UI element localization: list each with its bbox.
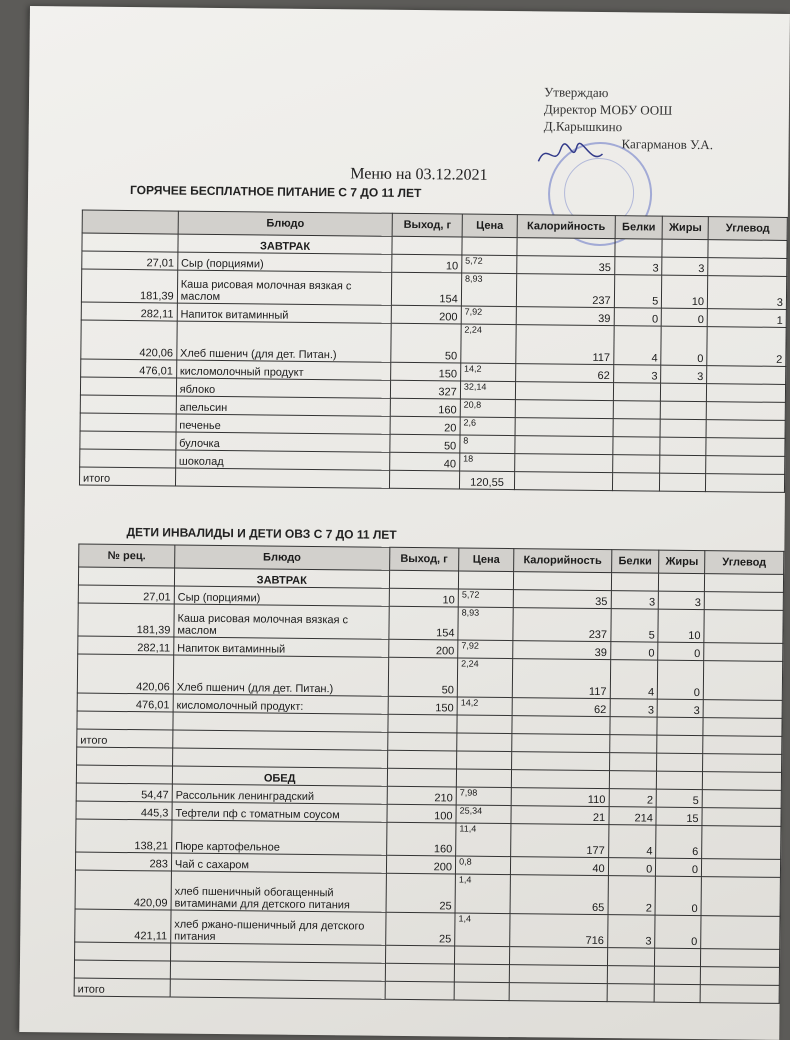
- fat: [660, 419, 706, 437]
- price: 8,93: [458, 607, 513, 641]
- price: 8: [460, 435, 516, 454]
- recipe-code: 420,09: [75, 870, 171, 910]
- price: 11,4: [456, 823, 511, 857]
- calories: [515, 436, 613, 455]
- recipe-code: 420,06: [77, 654, 173, 694]
- approval-line-2: Директор МОБУ ООШ: [543, 101, 673, 118]
- protein: 2: [609, 789, 657, 807]
- protein: 5: [611, 609, 659, 642]
- price: 8,93: [461, 273, 517, 307]
- price: 2,24: [461, 324, 517, 364]
- calories: [516, 382, 614, 401]
- output-grams: 10: [389, 588, 459, 607]
- dish-name: Каша рисовая молочная вязкая с маслом: [174, 604, 389, 639]
- price: 14,2: [460, 363, 516, 382]
- recipe-code: 181,39: [78, 603, 174, 637]
- table-row: [81, 320, 786, 366]
- output-grams: 25: [386, 873, 456, 913]
- dish-name: печенье: [176, 414, 391, 434]
- protein: 4: [610, 660, 658, 699]
- price: 1,4: [455, 913, 510, 947]
- protein: 3: [607, 915, 655, 948]
- price: 7,92: [461, 306, 517, 325]
- carbs: 3: [707, 276, 786, 310]
- output-grams: 160: [391, 398, 461, 417]
- price: 32,14: [460, 381, 516, 400]
- recipe-code: 27,01: [78, 585, 174, 604]
- carbs: 1: [707, 309, 786, 328]
- protein: 3: [614, 257, 662, 275]
- protein: 3: [611, 591, 659, 609]
- carbs: [706, 420, 785, 439]
- calories: 716: [510, 914, 608, 948]
- recipe-code: 421,11: [75, 909, 171, 943]
- fat: 5: [656, 789, 702, 807]
- price: 1,4: [455, 874, 511, 914]
- recipe-code: [80, 413, 176, 432]
- calories: 40: [511, 857, 609, 876]
- output-grams: 40: [390, 452, 460, 471]
- price: 2,6: [460, 417, 516, 436]
- dish-name: кисломолочный продукт: [176, 360, 391, 380]
- header-price: Цена: [462, 214, 518, 238]
- dish-name: Хлеб пшенич (для дет. Питан.): [177, 321, 392, 362]
- dish-name: Каша рисовая молочная вязкая с маслом: [177, 270, 392, 305]
- fat: [660, 455, 706, 473]
- total-price: 120,55: [459, 471, 515, 490]
- fat: 3: [659, 591, 705, 609]
- dish-name: Напиток витаминный: [177, 303, 392, 323]
- calories: 35: [517, 256, 615, 275]
- price: 25,34: [456, 805, 511, 824]
- fat: 3: [662, 257, 708, 275]
- fat: 0: [658, 642, 704, 660]
- calories: 39: [516, 307, 614, 326]
- recipe-code: 54,47: [76, 783, 172, 802]
- dish-name: Сыр (порциями): [177, 252, 392, 272]
- output-grams: 150: [391, 362, 461, 381]
- output-grams: 160: [386, 822, 456, 856]
- output-grams: 200: [392, 305, 462, 324]
- dish-name: Рассольник ленинградский: [172, 784, 387, 804]
- output-grams: 20: [390, 416, 460, 435]
- fat: [660, 437, 706, 455]
- calories: 62: [512, 698, 610, 717]
- output-grams: 100: [387, 804, 457, 823]
- fat: 6: [656, 825, 702, 858]
- recipe-code: 138,21: [76, 819, 172, 853]
- recipe-code: 420,06: [81, 320, 177, 360]
- director-name: Кагарманов У.А.: [621, 136, 714, 153]
- calories: 237: [517, 274, 615, 308]
- total-label: итого: [79, 467, 175, 486]
- protein: [612, 455, 660, 473]
- fat: 0: [655, 876, 701, 915]
- carbs: [707, 366, 786, 385]
- free-meals-table: [79, 210, 788, 493]
- protein: [613, 401, 661, 419]
- calories: [515, 418, 613, 437]
- calories: [515, 454, 613, 473]
- header-protein: Белки: [615, 216, 663, 239]
- recipe-code: [80, 395, 176, 414]
- output-grams: 150: [388, 696, 458, 715]
- recipe-code: 282,11: [81, 302, 177, 321]
- protein: 2: [608, 876, 656, 915]
- output-grams: 154: [389, 606, 459, 640]
- carbs: [706, 456, 785, 475]
- section-title-free-meals: ГОРЯЧЕЕ БЕСПЛАТНОЕ ПИТАНИЕ С 7 ДО 11 ЛЕТ: [130, 183, 422, 201]
- protein: [613, 383, 661, 401]
- calories: 117: [512, 659, 610, 699]
- output-grams: 50: [388, 657, 458, 697]
- protein: 3: [610, 699, 658, 717]
- protein: 4: [608, 825, 656, 858]
- fat: [661, 401, 707, 419]
- table-row: [75, 870, 780, 916]
- dish-name: шоколад: [175, 450, 390, 470]
- recipe-code: [80, 449, 176, 468]
- dish-name: Пюре картофельное: [172, 820, 387, 855]
- fat: 0: [661, 326, 707, 365]
- protein: 0: [614, 308, 662, 326]
- dish-name: кисломолочный продукт:: [173, 694, 388, 714]
- breakfast-label: ЗАВТРАК: [174, 568, 389, 588]
- document-page: [19, 6, 790, 1040]
- fat: 3: [661, 365, 707, 383]
- special-needs-table: [74, 544, 785, 1004]
- calories: 177: [511, 824, 609, 858]
- output-grams: 10: [392, 254, 462, 273]
- fat: 3: [657, 699, 703, 717]
- calories: 35: [513, 590, 611, 609]
- approval-line-1: Утверждаю: [544, 84, 609, 101]
- price: 7,98: [456, 787, 511, 806]
- recipe-code: 283: [75, 852, 171, 871]
- dish-name: Напиток витаминный: [174, 637, 389, 657]
- price: 20,8: [460, 399, 516, 418]
- output-grams: 327: [391, 380, 461, 399]
- director-signature: [536, 139, 606, 170]
- lunch-body: [75, 783, 782, 949]
- breakfast-body: [77, 585, 783, 718]
- fat: 0: [662, 308, 708, 326]
- carbs: [706, 438, 785, 457]
- price: 5,72: [462, 255, 518, 274]
- dish-name: хлеб ржано-пшеничный для детского питания: [171, 910, 386, 945]
- price: 18: [459, 453, 515, 472]
- carbs: 2: [707, 327, 786, 367]
- calories: 117: [516, 325, 614, 365]
- header-carbs: Углевод: [708, 217, 787, 241]
- header-dish: Блюдо: [175, 545, 390, 570]
- price: 2,24: [457, 658, 513, 698]
- menu-title: Меню на 03.12.2021: [350, 165, 488, 184]
- fat: 10: [658, 609, 704, 642]
- breakfast-total-label: итого: [77, 729, 173, 748]
- protein: 0: [608, 858, 656, 876]
- output-grams: 50: [390, 434, 460, 453]
- header-calories: Калорийность: [514, 549, 612, 573]
- recipe-code: 282,11: [78, 636, 174, 655]
- carbs: [706, 402, 785, 421]
- fat: 0: [658, 660, 704, 699]
- fat: 0: [656, 858, 702, 876]
- section-title-special-needs: ДЕТИ ИНВАЛИДЫ И ДЕТИ ОВЗ С 7 ДО 11 ЛЕТ: [126, 525, 397, 542]
- carbs: [707, 384, 786, 403]
- fat: 10: [662, 275, 708, 308]
- recipe-code: 445,3: [76, 801, 172, 820]
- protein: 3: [613, 365, 661, 383]
- free-meals-body: [80, 251, 787, 474]
- table-row: [77, 654, 782, 700]
- output-grams: 25: [385, 912, 455, 946]
- header-price: Цена: [459, 548, 514, 572]
- header-calories: Калорийность: [517, 215, 615, 239]
- carbs: [708, 258, 787, 277]
- recipe-code: [80, 377, 176, 396]
- protein: 214: [609, 807, 657, 825]
- header-code: [82, 210, 178, 234]
- price: 0,8: [455, 856, 510, 875]
- dish-name: Чай с сахаром: [171, 853, 386, 873]
- output-grams: 50: [391, 323, 461, 363]
- header-fat: Жиры: [662, 216, 708, 239]
- dish-name: апельсин: [176, 396, 391, 416]
- recipe-code: 181,39: [81, 269, 177, 303]
- price: 14,2: [457, 697, 512, 716]
- protein: 5: [614, 275, 662, 308]
- dish-name: Тефтели пф с томатным соусом: [172, 802, 387, 822]
- protein: 4: [613, 326, 661, 365]
- calories: 237: [513, 608, 611, 642]
- calories: [515, 400, 613, 419]
- fat: 15: [656, 807, 702, 825]
- dish-name: Сыр (порциями): [174, 586, 389, 606]
- dish-name: хлеб пшеничный обогащенный витаминами для детского питания: [171, 871, 386, 912]
- calories: 62: [516, 364, 614, 383]
- header-protein: Белки: [611, 550, 659, 573]
- header-output: Выход, г: [393, 213, 463, 237]
- output-grams: 200: [388, 639, 458, 658]
- protein: 0: [610, 642, 658, 660]
- header-output: Выход, г: [389, 547, 459, 571]
- recipe-code: 27,01: [82, 251, 178, 270]
- output-grams: 200: [386, 855, 456, 874]
- calories: 110: [511, 788, 609, 807]
- header-dish: Блюдо: [178, 211, 393, 236]
- dish-name: Хлеб пшенич (для дет. Питан.): [173, 655, 388, 696]
- recipe-code: [80, 431, 176, 450]
- fat: [661, 383, 707, 401]
- header-fat: Жиры: [659, 550, 705, 573]
- recipe-code: 476,01: [77, 693, 173, 712]
- calories: 21: [511, 806, 609, 825]
- meal-label: ЗАВТРАК: [178, 234, 393, 254]
- lunch-label: ОБЕД: [172, 766, 387, 786]
- price: 7,92: [458, 640, 513, 659]
- protein: [613, 437, 661, 455]
- lunch-total-label: итого: [74, 978, 170, 997]
- fat: 0: [655, 915, 701, 948]
- approval-line-3: Д.Карышкино: [543, 118, 623, 135]
- header-carbs: Углевод: [705, 551, 784, 575]
- calories: 39: [513, 641, 611, 660]
- dish-name: булочка: [176, 432, 391, 452]
- header-code: № рец.: [79, 544, 175, 568]
- output-grams: 154: [392, 272, 462, 306]
- protein: [613, 419, 661, 437]
- output-grams: 210: [387, 786, 457, 805]
- calories: 65: [510, 875, 608, 915]
- dish-name: яблоко: [176, 378, 391, 398]
- price: 5,72: [458, 589, 513, 608]
- recipe-code: 476,01: [81, 359, 177, 378]
